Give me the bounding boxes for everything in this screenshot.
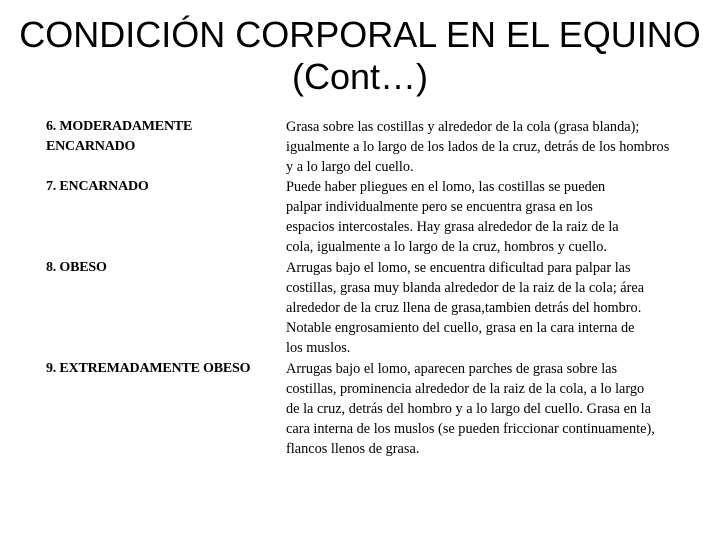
condition-description	[286, 359, 680, 459]
description-line: de la cruz, detrás del hombro y a lo largo del cuello. Grasa en la	[286, 401, 651, 418]
description-line: Notable engrosamiento del cuello, grasa en la cara interna de	[286, 320, 635, 337]
condition-label	[46, 117, 281, 157]
label-line: 6. MODERADAMENTE	[46, 119, 193, 134]
description-line: palpar individualmente pero se encuentra grasa en los	[286, 199, 593, 216]
slide-title	[0, 14, 720, 98]
description-line: Arrugas bajo el lomo, aparecen parches de grasa sobre las	[286, 361, 618, 377]
condition-description	[286, 258, 680, 358]
description-line: flancos llenos de grasa.	[286, 441, 420, 458]
description-line: Puede haber pliegues en el lomo, las costillas se pueden	[286, 179, 606, 195]
description-line: cola, igualmente a lo largo de la cruz, hombros y cuello.	[286, 239, 607, 256]
description-line: costillas, grasa muy blanda alrededor de la raiz de la cola; área	[286, 280, 645, 297]
description-line: y a lo largo del cuello.	[286, 159, 414, 176]
description-line: igualmente a lo largo de los lados de la cruz, detrás de los hombros	[286, 139, 670, 156]
description-line: cara interna de los muslos (se pueden friccionar continuamente),	[286, 421, 655, 438]
condition-label	[46, 177, 281, 197]
label-line: 7. ENCARNADO	[46, 179, 149, 194]
condition-description	[286, 177, 680, 257]
scanned-table-image	[40, 117, 680, 462]
title-line-1: CONDICIÓN CORPORAL EN EL EQUINO	[19, 14, 701, 55]
condition-label	[46, 258, 281, 278]
label-line: 8. OBESO	[46, 260, 107, 275]
label-line: 9. EXTREMADAMENTE OBESO	[46, 361, 251, 376]
description-line: los muslos.	[286, 340, 351, 357]
condition-label	[46, 359, 281, 379]
description-line: alrededor de la cruz llena de grasa,tambien detrás del hombro.	[286, 300, 642, 317]
condition-description	[286, 117, 680, 177]
title-line-2: (Cont…)	[291, 56, 429, 97]
label-line: ENCARNADO	[46, 139, 136, 154]
description-line: costillas, prominencia alrededor de la raiz de la cola, a lo largo	[286, 381, 645, 398]
description-line: espacios intercostales. Hay grasa alrededor de la raiz de la	[286, 219, 619, 236]
description-line: Arrugas bajo el lomo, se encuentra dificultad para palpar las	[286, 260, 631, 276]
description-line: Grasa sobre las costillas y alrededor de la cola (grasa blanda);	[286, 119, 640, 135]
